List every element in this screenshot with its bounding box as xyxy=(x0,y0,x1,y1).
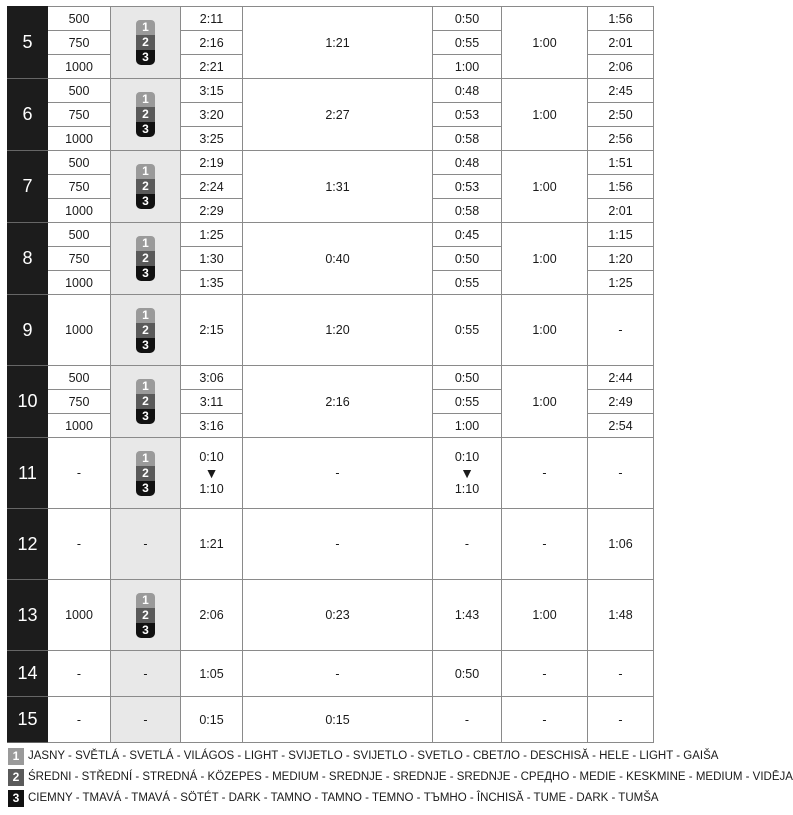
time-e-value-group xyxy=(588,7,653,78)
time-c-value: 0:55 xyxy=(433,270,501,294)
time-c-value: 0:45 xyxy=(454,227,480,242)
time-cell-d: - xyxy=(502,697,588,743)
time-c-value-group xyxy=(433,151,501,222)
arrow-down-icon: ▼ xyxy=(460,465,474,481)
level-1-icon: 1 xyxy=(136,593,155,608)
load-cell: 1000 xyxy=(48,580,111,651)
level-cell xyxy=(111,151,181,223)
time-c-value: 0:48 xyxy=(454,83,480,98)
level-1-icon: 1 xyxy=(136,20,155,35)
level-2-icon: 2 xyxy=(136,323,155,338)
time-a-value: 3:15 xyxy=(199,83,224,98)
time-cell-c: 0:55 xyxy=(433,295,502,366)
level-cell xyxy=(111,580,181,651)
level-cell xyxy=(111,366,181,438)
legend-row xyxy=(8,767,793,788)
legend-text: CIEMNY - TMAVÁ - TMAVÁ - SÖTÉT - DARK - TAMNO - TAMNO - TEMNO - ТЪМНО - ÎNCHISĂ - TUME - DARK - TUMŠA xyxy=(28,792,659,804)
level-stack-icon xyxy=(136,164,155,209)
time-c-value: 1:00 xyxy=(433,54,501,78)
time-cell-d: - xyxy=(502,509,588,580)
time-cell-c: - xyxy=(433,509,502,580)
time-e-value: 2:44 xyxy=(608,370,633,385)
shade-1-icon: 1 xyxy=(8,748,24,765)
level-3-icon: 3 xyxy=(136,50,155,65)
time-cell-e xyxy=(588,151,654,223)
time-cell-a: 1:05 xyxy=(181,651,243,697)
program-number: 10 xyxy=(8,366,48,438)
load-value: 500 xyxy=(68,83,90,98)
load-value-group xyxy=(48,366,110,437)
load-cell: - xyxy=(48,651,111,697)
time-cell-e: 1:06 xyxy=(588,509,654,580)
time-cell-a xyxy=(181,151,243,223)
program-number: 15 xyxy=(8,697,48,743)
time-cell-b: - xyxy=(243,651,433,697)
program-number: 14 xyxy=(8,651,48,697)
time-cell-a: 2:06 xyxy=(181,580,243,651)
table-row xyxy=(8,79,654,151)
time-a-value-group xyxy=(181,223,242,294)
load-value: 500 xyxy=(68,227,90,242)
time-a-value: 2:16 xyxy=(181,30,242,54)
time-a-end: 1:10 xyxy=(199,482,224,496)
time-cell-c: 1:43 xyxy=(433,580,502,651)
time-cell-e: - xyxy=(588,697,654,743)
legend-text: ŚREDNI - STŘEDNÍ - STREDNÁ - KÖZEPES - MEDIUM - SREDNJE - SREDNJE - SREDNJE - СРЕДНО - MEDIE - KESKMINE - MEDIUM - VIDĒJA xyxy=(28,771,793,783)
program-number: 6 xyxy=(8,79,48,151)
time-a-value: 2:11 xyxy=(199,11,224,26)
time-c-value: 0:55 xyxy=(433,389,501,413)
time-cell-a xyxy=(181,79,243,151)
timing-table xyxy=(7,6,654,743)
time-c-value: 0:50 xyxy=(454,11,480,26)
time-a-value-group xyxy=(181,79,242,150)
level-3-icon: 3 xyxy=(136,122,155,137)
level-2-icon: 2 xyxy=(136,394,155,409)
time-cell-e xyxy=(588,7,654,79)
load-value: 1000 xyxy=(48,270,110,294)
level-stack-icon xyxy=(136,236,155,281)
time-a-value-group xyxy=(181,366,242,437)
legend xyxy=(8,746,793,809)
level-stack-icon xyxy=(136,92,155,137)
level-3-icon: 3 xyxy=(136,481,155,496)
time-e-value: 2:56 xyxy=(588,126,653,150)
load-value: 1000 xyxy=(48,198,110,222)
time-e-value: 2:49 xyxy=(588,389,653,413)
time-cell-d: 1:00 xyxy=(502,223,588,295)
legend-row xyxy=(8,746,793,767)
level-stack-icon xyxy=(136,451,155,496)
level-1-icon: 1 xyxy=(136,379,155,394)
time-c-end: 1:10 xyxy=(454,482,480,496)
program-number: 7 xyxy=(8,151,48,223)
time-e-value-group xyxy=(588,151,653,222)
level-cell xyxy=(111,79,181,151)
level-1-icon: 1 xyxy=(136,164,155,179)
shade-2-icon: 2 xyxy=(8,769,24,786)
level-cell xyxy=(111,438,181,509)
time-e-value: 1:20 xyxy=(588,246,653,270)
time-a-start: 0:10 xyxy=(199,450,224,464)
time-a-value-group xyxy=(181,151,242,222)
program-number: 9 xyxy=(8,295,48,366)
program-number: 5 xyxy=(8,7,48,79)
table-row xyxy=(8,366,654,438)
time-a-value: 2:29 xyxy=(181,198,242,222)
load-cell: - xyxy=(48,438,111,509)
load-value: 750 xyxy=(48,174,110,198)
level-2-icon: 2 xyxy=(136,608,155,623)
time-e-value: 1:51 xyxy=(608,155,633,170)
time-cell-c xyxy=(433,79,502,151)
time-cell-c xyxy=(433,223,502,295)
time-e-value: 2:01 xyxy=(588,30,653,54)
time-cell-a: 1:21 xyxy=(181,509,243,580)
level-cell xyxy=(111,295,181,366)
time-e-value: 2:06 xyxy=(588,54,653,78)
time-cell-c xyxy=(433,7,502,79)
level-cell: - xyxy=(111,697,181,743)
level-2-icon: 2 xyxy=(136,35,155,50)
time-c-value: 0:58 xyxy=(433,198,501,222)
time-c-value: 0:53 xyxy=(433,102,501,126)
load-value: 750 xyxy=(48,30,110,54)
time-e-value: 1:25 xyxy=(588,270,653,294)
load-value: 750 xyxy=(48,102,110,126)
level-2-icon: 2 xyxy=(136,466,155,481)
time-cell-e: - xyxy=(588,438,654,509)
time-cell-d: 1:00 xyxy=(502,366,588,438)
level-2-icon: 2 xyxy=(136,179,155,194)
time-cell-e: 1:48 xyxy=(588,580,654,651)
time-e-value: 2:45 xyxy=(608,83,633,98)
time-cell-d: 1:00 xyxy=(502,79,588,151)
table-row xyxy=(8,223,654,295)
load-cell: - xyxy=(48,509,111,580)
level-stack-icon xyxy=(136,593,155,638)
time-a-value: 3:25 xyxy=(181,126,242,150)
time-a-value-group xyxy=(181,7,242,78)
time-a-value: 3:16 xyxy=(181,413,242,437)
time-e-value: 1:56 xyxy=(608,11,633,26)
arrow-down-icon: ▼ xyxy=(204,465,219,481)
time-cell-b: 2:27 xyxy=(243,79,433,151)
program-number: 11 xyxy=(8,438,48,509)
time-a-value: 1:25 xyxy=(199,227,224,242)
program-number: 13 xyxy=(8,580,48,651)
level-cell xyxy=(111,7,181,79)
table-row xyxy=(8,438,654,509)
load-cell xyxy=(48,151,111,223)
level-cell: - xyxy=(111,509,181,580)
table-row xyxy=(8,697,654,743)
time-cell-c xyxy=(433,366,502,438)
table-row xyxy=(8,580,654,651)
time-a-value: 1:30 xyxy=(181,246,242,270)
time-cell-b: - xyxy=(243,438,433,509)
time-cell-a: 2:15 xyxy=(181,295,243,366)
time-cell-d: 1:00 xyxy=(502,151,588,223)
time-a-value: 3:11 xyxy=(181,389,242,413)
time-c-value-group xyxy=(433,366,501,437)
level-1-icon: 1 xyxy=(136,451,155,466)
time-cell-d: 1:00 xyxy=(502,7,588,79)
time-cell-b: 1:31 xyxy=(243,151,433,223)
time-e-value-group xyxy=(588,366,653,437)
time-e-value: 2:54 xyxy=(588,413,653,437)
load-cell xyxy=(48,223,111,295)
time-e-value: 1:15 xyxy=(608,227,633,242)
time-a-value: 2:24 xyxy=(181,174,242,198)
time-c-range xyxy=(433,450,501,496)
time-c-value-group xyxy=(433,223,501,294)
time-cell-b: 2:16 xyxy=(243,366,433,438)
time-c-value-group xyxy=(433,7,501,78)
time-cell-d: - xyxy=(502,438,588,509)
time-cell-b: 0:40 xyxy=(243,223,433,295)
time-cell-e xyxy=(588,79,654,151)
time-c-start: 0:10 xyxy=(454,450,480,464)
time-a-value: 2:21 xyxy=(181,54,242,78)
time-cell-d: 1:00 xyxy=(502,295,588,366)
time-cell-e xyxy=(588,223,654,295)
time-cell-c xyxy=(433,151,502,223)
time-e-value: 2:01 xyxy=(588,198,653,222)
load-value: 750 xyxy=(48,389,110,413)
time-e-value-group xyxy=(588,79,653,150)
time-cell-a xyxy=(181,366,243,438)
level-stack-icon xyxy=(136,379,155,424)
level-3-icon: 3 xyxy=(136,338,155,353)
table-row xyxy=(8,7,654,79)
level-3-icon: 3 xyxy=(136,194,155,209)
load-cell xyxy=(48,79,111,151)
load-value: 500 xyxy=(68,370,90,385)
load-value: 750 xyxy=(48,246,110,270)
load-value-group xyxy=(48,7,110,78)
level-2-icon: 2 xyxy=(136,107,155,122)
time-c-value: 0:58 xyxy=(433,126,501,150)
load-value: 1000 xyxy=(48,413,110,437)
time-cell-e: - xyxy=(588,295,654,366)
load-cell: - xyxy=(48,697,111,743)
time-e-value: 1:56 xyxy=(588,174,653,198)
time-cell-a xyxy=(181,438,243,509)
time-cell-c: 0:50 xyxy=(433,651,502,697)
level-stack-icon xyxy=(136,308,155,353)
time-e-value-group xyxy=(588,223,653,294)
time-a-range xyxy=(181,450,242,496)
legend-text: JASNY - SVĚTLÁ - SVETLÁ - VILÁGOS - LIGHT - SVIJETLO - SVIJETLO - SVETLO - СВЕТЛО - DESCHISĂ - HELE - LIGHT - GAIŠA xyxy=(28,750,719,762)
level-1-icon: 1 xyxy=(136,308,155,323)
table-row xyxy=(8,509,654,580)
load-value-group xyxy=(48,79,110,150)
table-row xyxy=(8,151,654,223)
load-cell xyxy=(48,7,111,79)
time-cell-a: 0:15 xyxy=(181,697,243,743)
time-c-value-group xyxy=(433,79,501,150)
time-cell-b: - xyxy=(243,509,433,580)
time-cell-c xyxy=(433,438,502,509)
load-cell xyxy=(48,366,111,438)
time-cell-e xyxy=(588,366,654,438)
time-cell-d: - xyxy=(502,651,588,697)
time-cell-b: 1:21 xyxy=(243,7,433,79)
level-3-icon: 3 xyxy=(136,623,155,638)
time-a-value: 1:35 xyxy=(181,270,242,294)
time-c-value: 1:00 xyxy=(433,413,501,437)
time-cell-b: 0:23 xyxy=(243,580,433,651)
level-stack-icon xyxy=(136,20,155,65)
time-c-value: 0:50 xyxy=(454,370,480,385)
time-cell-d: 1:00 xyxy=(502,580,588,651)
level-3-icon: 3 xyxy=(136,266,155,281)
level-cell: - xyxy=(111,651,181,697)
load-value: 1000 xyxy=(48,126,110,150)
load-value: 500 xyxy=(68,11,90,26)
time-cell-c: - xyxy=(433,697,502,743)
time-a-value: 2:19 xyxy=(199,155,224,170)
time-c-value: 0:50 xyxy=(433,246,501,270)
load-value: 1000 xyxy=(48,54,110,78)
table-row xyxy=(8,651,654,697)
time-c-value: 0:48 xyxy=(454,155,480,170)
time-cell-e: - xyxy=(588,651,654,697)
level-cell xyxy=(111,223,181,295)
level-2-icon: 2 xyxy=(136,251,155,266)
time-e-value: 2:50 xyxy=(588,102,653,126)
shade-3-icon: 3 xyxy=(8,790,24,807)
time-a-value: 3:20 xyxy=(181,102,242,126)
level-1-icon: 1 xyxy=(136,236,155,251)
table-row xyxy=(8,295,654,366)
load-value-group xyxy=(48,151,110,222)
time-cell-a xyxy=(181,7,243,79)
time-cell-b: 1:20 xyxy=(243,295,433,366)
time-cell-b: 0:15 xyxy=(243,697,433,743)
time-c-value: 0:53 xyxy=(433,174,501,198)
load-value: 500 xyxy=(68,155,90,170)
legend-row xyxy=(8,788,793,809)
level-3-icon: 3 xyxy=(136,409,155,424)
load-value-group xyxy=(48,223,110,294)
time-cell-a xyxy=(181,223,243,295)
load-cell: 1000 xyxy=(48,295,111,366)
time-a-value: 3:06 xyxy=(199,370,224,385)
time-c-value: 0:55 xyxy=(433,30,501,54)
program-number: 8 xyxy=(8,223,48,295)
program-number: 12 xyxy=(8,509,48,580)
level-1-icon: 1 xyxy=(136,92,155,107)
